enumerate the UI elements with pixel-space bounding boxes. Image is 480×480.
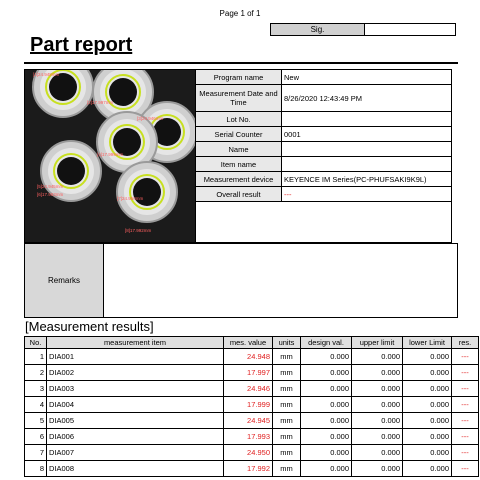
cell-mes-value: 24.948 [224, 349, 273, 365]
info-value-name [282, 142, 452, 157]
page-number-label: Page 1 of 1 [219, 9, 261, 18]
cell-units: mm [273, 365, 301, 381]
signature-field[interactable] [365, 24, 455, 35]
info-label-item-name: Item name [196, 157, 282, 172]
cell-upper-limit: 0.000 [352, 365, 403, 381]
washer-hole [49, 73, 77, 101]
cell-design-val: 0.000 [301, 365, 352, 381]
col-header-measurement-item: measurement item [47, 337, 224, 349]
cell-mes-value: 17.993 [224, 429, 273, 445]
cell-measurement-item: DIA001 [47, 349, 224, 365]
dimension-label: [8]17.992mm [125, 228, 152, 233]
table-row [25, 461, 479, 477]
cell-no: 6 [25, 429, 47, 445]
cell-measurement-item: DIA003 [47, 381, 224, 397]
cell-measurement-item: DIA005 [47, 413, 224, 429]
info-value-measurement-date: 8/26/2020 12:43:49 PM [282, 85, 452, 112]
remarks-box [24, 243, 458, 318]
cell-mes-value: 17.999 [224, 397, 273, 413]
table-row [25, 365, 479, 381]
cell-upper-limit: 0.000 [352, 461, 403, 477]
cell-mes-value: 24.946 [224, 381, 273, 397]
cell-res: --- [452, 429, 479, 445]
dimension-label: [2]17.997mm [87, 100, 114, 105]
washer-hole [133, 178, 161, 206]
cell-no: 3 [25, 381, 47, 397]
cell-upper-limit: 0.000 [352, 413, 403, 429]
cell-lower-limit: 0.000 [403, 349, 452, 365]
cell-units: mm [273, 397, 301, 413]
table-row [25, 429, 479, 445]
cell-units: mm [273, 429, 301, 445]
cell-no: 2 [25, 365, 47, 381]
info-value-lot-no [282, 112, 452, 127]
dimension-label: [4]17.999mm [97, 152, 124, 157]
cell-design-val: 0.000 [301, 445, 352, 461]
cell-res: --- [452, 461, 479, 477]
cell-mes-value: 24.950 [224, 445, 273, 461]
cell-no: 7 [25, 445, 47, 461]
info-label-overall-result: Overall result [196, 187, 282, 202]
cell-units: mm [273, 445, 301, 461]
table-row [25, 445, 479, 461]
cell-measurement-item: DIA004 [47, 397, 224, 413]
info-label-lot-no: Lot No. [196, 112, 282, 127]
cell-upper-limit: 0.000 [352, 349, 403, 365]
cell-units: mm [273, 381, 301, 397]
cell-lower-limit: 0.000 [403, 461, 452, 477]
results-header-row [25, 337, 479, 349]
cell-lower-limit: 0.000 [403, 365, 452, 381]
info-label-serial-counter: Serial Counter [196, 127, 282, 142]
info-value-item-name [282, 157, 452, 172]
cell-upper-limit: 0.000 [352, 381, 403, 397]
remarks-field[interactable] [104, 244, 457, 317]
cell-lower-limit: 0.000 [403, 445, 452, 461]
info-label-name: Name [196, 142, 282, 157]
cell-lower-limit: 0.000 [403, 381, 452, 397]
dimension-label: [1]24.948mm [33, 72, 60, 77]
cell-upper-limit: 0.000 [352, 445, 403, 461]
info-label-program-name: Program name [196, 70, 282, 85]
cell-lower-limit: 0.000 [403, 397, 452, 413]
info-value-overall-result: --- [282, 187, 452, 202]
col-header-no: No. [25, 337, 47, 349]
cell-upper-limit: 0.000 [352, 429, 403, 445]
cell-units: mm [273, 349, 301, 365]
cell-measurement-item: DIA008 [47, 461, 224, 477]
cell-upper-limit: 0.000 [352, 397, 403, 413]
part-washer [117, 162, 177, 222]
cell-mes-value: 24.945 [224, 413, 273, 429]
part-image-cell [25, 70, 196, 243]
col-header-units: units [273, 337, 301, 349]
results-table [24, 336, 479, 477]
table-row [25, 349, 479, 365]
info-value-measurement-device: KEYENCE IM Series(PC-PHUFSAKI9K9L) [282, 172, 452, 187]
table-row [25, 413, 479, 429]
cell-design-val: 0.000 [301, 461, 352, 477]
cell-design-val: 0.000 [301, 349, 352, 365]
cell-res: --- [452, 365, 479, 381]
cell-design-val: 0.000 [301, 397, 352, 413]
cell-design-val: 0.000 [301, 429, 352, 445]
cell-mes-value: 17.997 [224, 365, 273, 381]
results-section-title: [Measurement results] [25, 319, 154, 334]
info-blank-area [196, 202, 452, 243]
dimension-label: [6]17.993mm [37, 192, 64, 197]
cell-res: --- [452, 349, 479, 365]
col-header-res: res. [452, 337, 479, 349]
report-title: Part report [30, 34, 133, 56]
signature-box [270, 23, 456, 36]
dimension-label: [5]24.945mm [37, 184, 64, 189]
col-header-design-val: design val. [301, 337, 352, 349]
col-header-lower-limit: lower Limit [403, 337, 452, 349]
dimension-label: [7]24.950mm [117, 196, 144, 201]
part-image [25, 70, 195, 242]
dimension-label: [3]24.946mm [137, 116, 164, 121]
cell-mes-value: 17.992 [224, 461, 273, 477]
cell-no: 8 [25, 461, 47, 477]
washer-hole [57, 157, 85, 185]
cell-units: mm [273, 413, 301, 429]
info-value-serial-counter: 0001 [282, 127, 452, 142]
info-label-measurement-device: Measurement device [196, 172, 282, 187]
cell-no: 4 [25, 397, 47, 413]
cell-units: mm [273, 461, 301, 477]
cell-res: --- [452, 381, 479, 397]
cell-measurement-item: DIA006 [47, 429, 224, 445]
table-row [25, 381, 479, 397]
title-divider [24, 62, 458, 64]
cell-measurement-item: DIA002 [47, 365, 224, 381]
cell-lower-limit: 0.000 [403, 413, 452, 429]
cell-no: 1 [25, 349, 47, 365]
cell-res: --- [452, 445, 479, 461]
signature-label: Sig. [271, 24, 365, 35]
cell-lower-limit: 0.000 [403, 429, 452, 445]
col-header-mes-value: mes. value [224, 337, 273, 349]
cell-res: --- [452, 397, 479, 413]
table-row [25, 397, 479, 413]
cell-res: --- [452, 413, 479, 429]
part-info-table [24, 69, 452, 243]
remarks-label: Remarks [25, 244, 104, 317]
info-label-measurement-date: Measurement Date and Time [196, 85, 282, 112]
cell-measurement-item: DIA007 [47, 445, 224, 461]
cell-no: 5 [25, 413, 47, 429]
cell-design-val: 0.000 [301, 381, 352, 397]
cell-design-val: 0.000 [301, 413, 352, 429]
col-header-upper-limit: upper limit [352, 337, 403, 349]
info-value-program-name: New [282, 70, 452, 85]
